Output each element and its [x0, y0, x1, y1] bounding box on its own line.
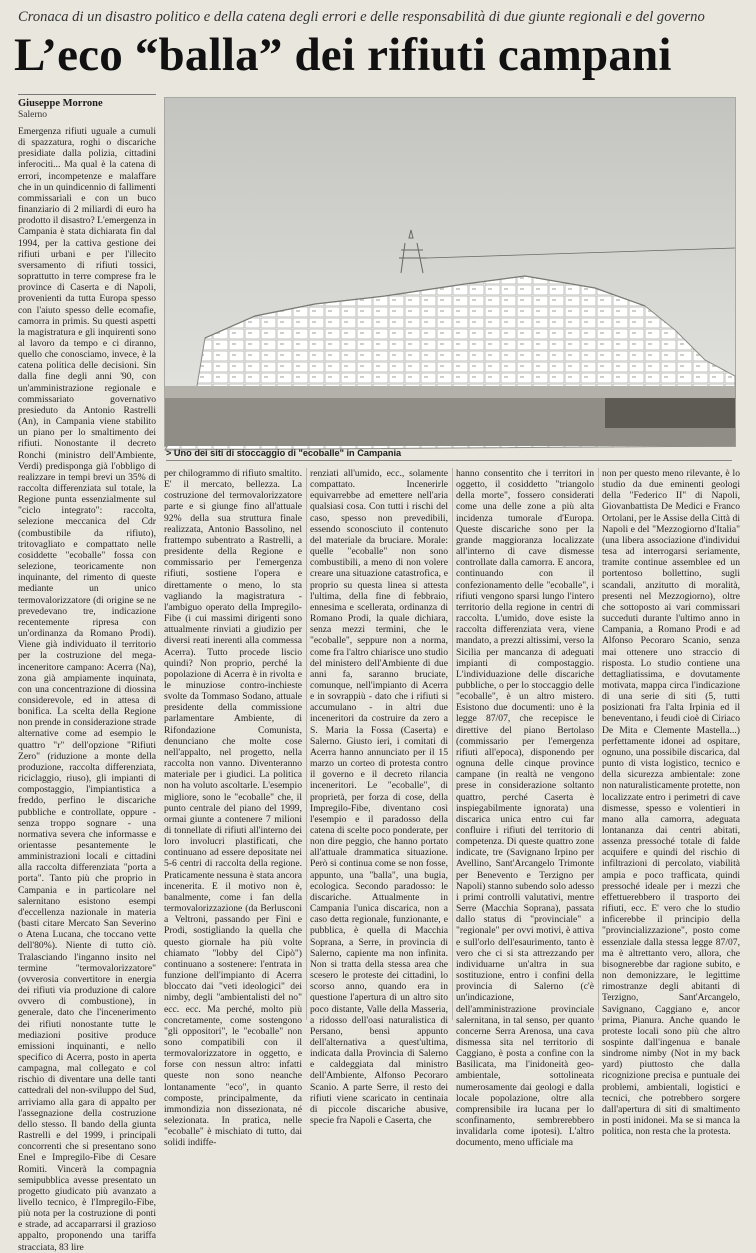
column-rule [306, 468, 307, 1020]
byline-rule [18, 94, 156, 95]
ecoballe-site-photo [165, 98, 735, 446]
article-column-4 [456, 468, 594, 1149]
column-text: non per questo meno rilevante, è lo studio da due eminenti geologi della "Federico II" di Napoli, Giovanbattista De Medici e Franco Ortolani, per le Assise della Città di Napoli e del "Mezzogiorno d'Italia" (una libera associazione d'individui tesa ad interrogarsi seriamente, tramite continue assemblee ed un portentoso bollettino, sugli scandali, anzitutto di moralità, presenti nel Mezzogiorno), oltre che sottoposto ai vari commissari succeduti durante l'ultimo anno in Campania, a Romano Prodi e ad Alfonso Pecoraro Scanio, senza mai ottenere uno straccio di risposta. Lo studio contiene una dettagliatissima, e dovutamente motivata, mappa circa l'indicazione di una serie di siti (5, tutti posizionati fra l'alta Irpinia ed il beneventano, i feudi cioè di Ciriaco De Mita e Clemente Mastella...) perfettamente idonei ad ospitare, ognuno, una possibile discarica, dal punto di vista logistico, tecnico e della sicurezza ambientale: zone non naturalisticamente protette, non localizzate entro i perimetri di cave dismesse, spesso e volentieri in mano alla camorra, adeguata lontananza dai centri abitati, assenza pressoché totale di falde acquifere e quindi del rischio di infiltrazioni di percolato, viabilità ampia e poco trafficata, quindi pressoché ideale per i mezzi che effettuerebbero il trasporto dei rifiuti, ecc. E' vero che lo studio inficerebbe il principio della "provincializzazione", posto come essenziale dalla stessa legge 87/07, ma è altrettanto vero, allora, che bisognerebbe dar ragione subito, e non demonizzare, le legittime rimostranze degli abitanti di Terzigno, Sant'Arcangelo, Savignano, Caggiano e, ancor prima, Pianura. Anche quando le proteste locali sono più che altro sospinte dall'ingenua e banale sindrome nimby (Not in my back yard) piuttosto che dalla ricognizione precisa e puntuale dei problemi, ambientali, logistici e tecnici, che potrebbero sorgere dall'apertura di siti di smaltimento in posti inidonei. Ma se si manca la politica, non resta che la protesta. [602, 468, 740, 1138]
article-headline: L’eco “balla” dei rifiuti campani [14, 29, 672, 81]
column-rule [598, 468, 599, 1020]
article-photo [164, 97, 736, 447]
article-location: Salerno [18, 110, 48, 120]
column-text: hanno consentito che i territori in oggetto, il cosiddetto "triangolo della morte", fossero considerati come una delle zone a più alta incidenza tumorale d'Europa. Queste discariche sono per la grande maggioranza localizzate all'interno di cave dismesse controllate dalla camorra. E ancora, continuando con il confezionamento delle "ecoballe", i rifiuti vengono sparsi lungo l'intero territorio della regione in centri di raccolta. L'umido, dove esiste la raccolta differenziata vera, viene mandato, a prezzi altissimi, verso la Sicilia per mancanza di adeguati impianti di compostaggio. L'individuazione delle discariche pubbliche, o per lo stoccaggio delle "ecoballe", è un altro mistero. Esistono due documenti: uno è la legge 87/07, che recepisce le direttive del piano Bertolaso (commissario per l'emergenza rifiuti all'epoca), disponendo per ognuna delle cinque province campane (in realtà ne vengono prese in considerazione soltanto quattro, perché Caserta è inspiegabilmente ignorata) una discarica unica entro cui far confluire i rifiuti del territorio di competenza. Di queste quattro zone indicate, tre (Savignano Irpino per Avellino, Sant'Arcangelo Trimonte per Benevento e Terzigno per Napoli) stanno subendo solo adesso i primi controlli valutativi, mentre Serre (Macchia Soprana), passata dallo status di "provinciale" a "regionale" per ovvi motivi, è attiva e sull'orlo dell'esaurimento, tanto è vero che ci si sta attrezzando per individuarne un'altra in sua sostituzione, entro i confini della provincia di Salerno (c'è un'indicazione, dell'amministrazione provinciale salernitana, in tal senso, per quanto concerne Serra Arenosa, una cava dismessa sita nel territorio di Caggiano, è posta a confine con la Basilicata, ma l'inidoneità geo-ambientale, sottolineata numerosamente dai geologi e dalla locale popolazione, oltre alla comprensibile ira lucana per lo sconfinamento, sembrerebbero invalidarla come ipotesi). L'altro documento, meno ufficiale ma [456, 468, 594, 1149]
truck [605, 398, 735, 428]
article-column-1 [18, 126, 156, 1253]
column-text: renziati all'umido, ecc., solamente compattato. Incenerirle equivarrebbe ad emettere nell'aria qualsiasi cosa. Con tutti i rischi del caso, spesso non prevedibili, essendo sconosciuto il contenuto del materiale da bruciare. Morale: quelle "ecoballe" non sono combustibili, a meno di non volere creare una situazione catastrofica, e proprio su questa linea si attesta l'ultima, della fine di febbraio, ennesima e scellerata, ordinanza di Romano Prodi, la quale dichiara, senza mezzi termini, che le "ecoballe", seppure non a norma, come fra l'altro chiarisce uno studio del ministero dell'Ambiente di due anni fa, saranno bruciate, comunque, nell'impianto di Acerra e in sovrappiù - dato che i rifiuti si accumulano - in altri due inceneritori da costruire da zero a S. Maria la Fossa (Caserta) e Salerno. Giusto ieri, i comitati di Acerra hanno annunciato per il 15 marzo un corteo di protesta contro il governo e il decreto rilancia inceneritori. Le "ecoballe", di proprietà, per forza di cose, della Impregilo-Fibe, diventano così l'esempio e il paradosso della catena di scelte poco ponderate, per non dire peggio, che hanno portato all'attuale drammatica situazione. Però si continua come se non fosse, appunto, una "balla", una bugia, ecologica. Secondo paradosso: le discariche. Attualmente in Campania l'unica discarica, non a caso detta regionale, funzionante, e pubblica, è quella di Macchia Soprana, a Serre, in provincia di Salerno, capiente ma non infinita. Non si tratta della stessa area che scesero le proteste dei cittadini, lo scorso anno, quando era in questione l'apertura di un altro sito poco distante, Valle della Masseria, a ridosso dell'oasi naturalistica di Persano, bensì appunto dell'alternativa a quest'ultima, indicata dalla Provincia di Salerno e caldeggiata dal ministro dell'Ambiente, Alfonso Pecoraro Scanio. A parte Serre, il resto dei rifiuti viene scaricato in centinaia di piccole discariche abusive, specie fra Napoli e Caserta, che [310, 468, 448, 1127]
article-author: Giuseppe Morrone [18, 98, 103, 109]
column-text: Emergenza rifiuti uguale a cumuli di spazzatura, roghi o discariche presidiate dalla polizia, cittadini inferociti... Ma qual è la catena di errori, incompetenze e malaffare che in un quindicennio di fallimenti commissariali e con un buco finanziario di 2 miliardi di euro ha prodotto il disastro? L'emergenza in Campania è stata dichiarata fin dal 1994, per la cattiva gestione dei rifiuti urbani e per l'illecito sversamento di rifiuti tossici, soprattutto in terre comprese fra le province di Caserta e di Napoli, provenienti da tutta Europa spesso con l'aiuto spesso delle ecomafie, camorra in primis. Su questi aspetti la magistratura e gli inquirenti sono al lavoro da tempo e ci diranno, quello che conosciamo, invece, è la catena politica delle decisioni. Sin dalla fine degli anni '90, con un'amministrazione regionale e commissariato governativo presieduto da Antonio Rastrelli (An), in Campania viene stabilito un piano per lo smaltimento dei rifiuti. Nonostante il decreto Ronchi (ministro dell'Ambiente, Verdi) predisponga già l'obbligo di realizzare in tempi brevi un 35% di raccolta differenziata sul totale, la Regione punta essenzialmente sul "ciclo integrato": raccolta, selezione meccanica del Cdr (combustibile da rifiuto), tritovagliato e compattato nelle cosiddette "ecoballe" fossa con selezione, teoricamente non inquinante, del rimento di queste mediante un unico termovalorizzatore (di origine se ne prevedevano tre, indicazione recentemente ripresa con un'ordinanza da Romano Prodi). Viene già individuato il territorio per la costruzione del mega-inceneritore campano: Acerra (Na), zona già ampiamente inquinata, con una concentrazione di diossina considerevole, ed in attesa di bonifica. La scelta della Regione non prende in considerazione strade alternative come ad esempio le quattro "r" dell'opzione "Rifiuti Zero" (riduzione a monte della produzione, raccolta differenziata, riciclaggio, riuso), gli impianti di compostaggio, l'impiantistica a freddo, perfino le discariche pubbliche e controllate, oppure - senza troppo sognare - una normativa severa che informasse e orientasse pesantemente le amministrazioni locali e cittadini alla raccolta differenziata "porta a porta". Tanto più che proprio in Campania e in particolare nel salernitano esistono esempi d'eccellenza nazionale in materia (basti citare Mercato San Severino o Atena Lucana, che toccano vette dell'80%). Niente di tutto ciò. Tralasciando l'inganno insito nel termine "termovalorizzatore" (ovverosia convertitore in energia dei rifiuti via produzione di calore ovvero di combustione), in generale, dato che l'incenerimento dei rifiuti nonostante tutte le mediazioni positive produce emissioni inquinanti, e nello specifico di Acerra, posto in aperta campagna, mal collegato e col rischio di diventare una delle tanti cattedrali del non-sviluppo del Sud, arriviamo alla gara di appalto per l'assegnazione della costruzione dello stesso. Il bando della giunta Rastrelli e del 1999, i principali concorrenti che si presentano sono Enel e Impregilo-Fibe di Cesare Romiti. Vincerà la compagnia semipubblica avesse presentato un progetto giudicato più avanzato a livello tecnico, è l'Impregilo-Fibe, più nota per la costruzione di ponti e strade, ad accaparrarsi il grazioso appalto, proponendo una tariffa stracciata, 83 lire [18, 126, 156, 1253]
photo-caption: > Uno dei siti di stoccaggio di "ecoballe" in Campania [166, 448, 732, 461]
article-column-5 [602, 468, 740, 1138]
article-column-3 [310, 468, 448, 1127]
article-column-2 [164, 468, 302, 1149]
article-kicker: Cronaca di un disastro politico e della catena degli errori e delle responsabilità di due giunte regionali e del governo [18, 9, 705, 25]
column-text: per chilogrammo di rifiuto smaltito. E' il mercato, bellezza. La costruzione del termovalorizzatore parte e si giunge fino all'attuale 92% della sua struttura finale realizzata, Antonio Bassolino, nel frattempo subentrato a Rastrelli, a presidente della Regione e commissario per l'emergenza rifiuti, sostiene l'opera e direttamente o meno, lo sta vagliando la magistratura - l'ambiguo operato della Impregilo-Fibe (i cui massimi dirigenti sono attualmente rinviati a giudizio per diversi reati inerenti alla commessa Acerra). Tutto procede liscio quindi? Non proprio, perché la popolazione di Acerra è in rivolta e le minuziose contro-inchieste svolte da Tommaso Sodano, attuale presidente della commissione parlamentare Ambiente, di Rifondazione Comunista, denunciano che molte cose nell'appalto, nel progetto, nella raccolta non vanno. Diventeranno materiale per i giudici. La politica non ha voluto ascoltarle. L'esempio migliore, sono le "ecoballe" che, il punto centrale del piano del 1999, ormai giunte a contenere 7 milioni di tonnellate di rifiuti all'interno dei loro involucri plastificati, che continuano ad essere depositate nei 5-6 centri di raccolta della regione. Praticamente nessuna è stata ancora incenerita. E il motivo non è, banalmente, come i fan della termovalorizzazione (da Berlusconi a Veltroni, passando per Fini e Prodi, sostigliando la quella che questo giornale ha più volte chiamato "lobby del Cipò") continuano a sostenere: l'entrata in funzione dell'impianto di Acerra bloccato dai "veti ideologici" dei nimby, degli "ambientalisti del no" ecc. ecc. Ma perché, molto più concretamente, come sostengono "gli oppositori", le "ecoballe" non sono compatibili con il termovalorizzatore in oggetto, e forse con nessun altro: infatti queste non sono neanche lontanamente "eco", in quanto composte, principalmente, da immondizia non dissezionata, né selezionata. In pratica, nelle "ecoballe" è mischiato di tutto, dai solidi indiffe- [164, 468, 302, 1149]
column-rule [452, 468, 453, 1020]
